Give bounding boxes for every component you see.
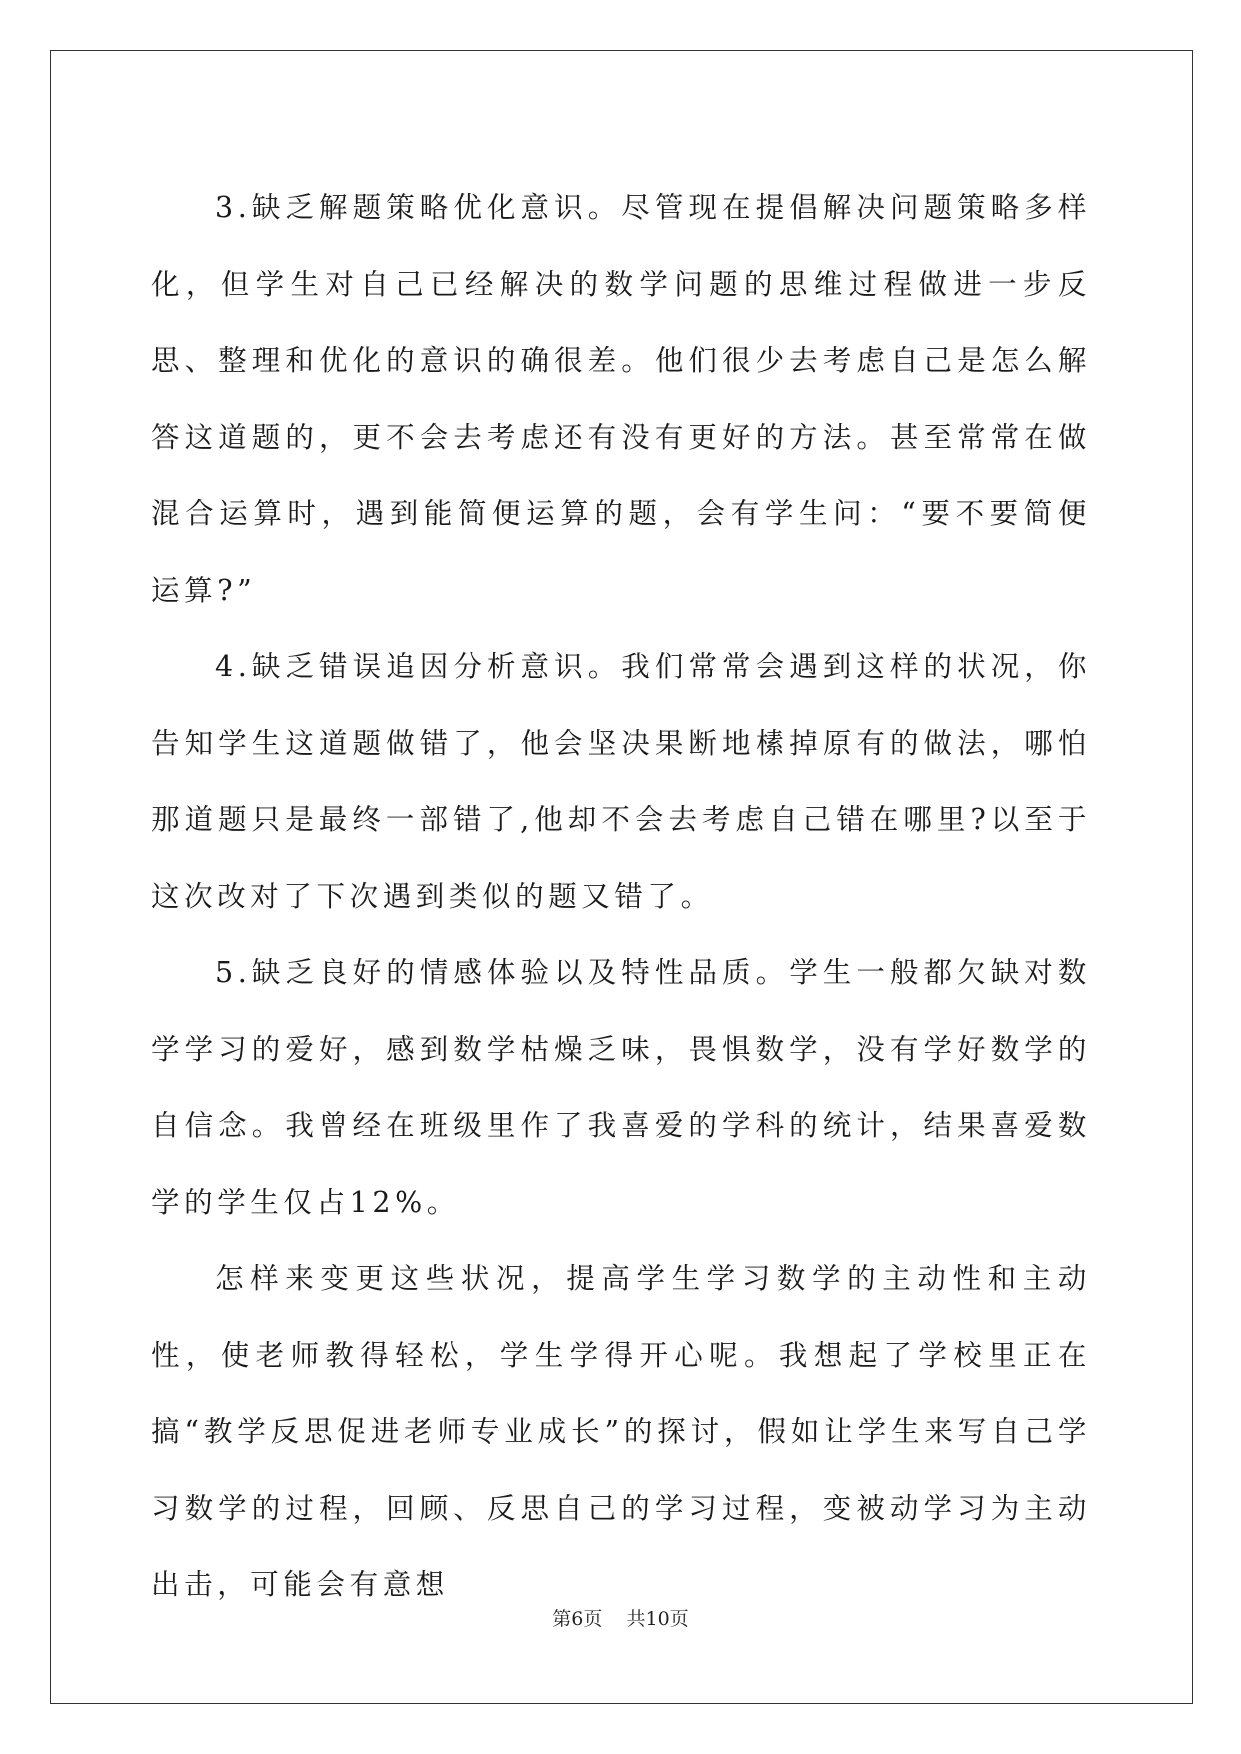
paragraph-5-emotional-experience: 5.缺乏良好的情感体验以及特性品质。学生一般都欠缺对数学学习的爱好，感到数学枯燥乏味，畏惧数学，没有学好数学的自信念。我曾经在班级里作了我喜爱的学科的统计，结果喜爱数学的学生仅占12%。: [151, 956, 1091, 1219]
paragraph-4-error-analysis: 4.缺乏错误追因分析意识。我们常常会遇到这样的状况，你告知学生这道题做错了，他会坚决果断地榡掉原有的做法，哪怕那道题只是最终一部错了,他却不会去考虑自己错在哪里?以至于这次改对了下次遇到类似的题又错了。: [151, 650, 1091, 913]
paragraph-how-to-change: 怎样来变更这些状况，提高学生学习数学的主动性和主动性，使老师教得轻松，学生学得开心呢。我想起了学校里正在搞“教学反思促进老师专业成长”的探讨，假如让学生来写自己学习数学的过程，回顾、反思自己的学习过程，变被动学习为主动出击，可能会有意想: [151, 1262, 1091, 1601]
document-body: [151, 170, 1091, 1624]
paragraph-3-strategy-optimization: 3.缺乏解题策略优化意识。尽管现在提倡解决问题策略多样化，但学生对自己已经解决的数学问题的思维过程做进一步反思、整理和优化的意识的确很差。他们很少去考虑自己是怎么解答这道题的，更不会去考虑还有没有更好的方法。甚至常常在做混合运算时，遇到能简便运算的题，会有学生问：“要不要简便运算?”: [151, 191, 1091, 607]
page-number-footer: 第6页 共10页: [552, 1608, 689, 1630]
